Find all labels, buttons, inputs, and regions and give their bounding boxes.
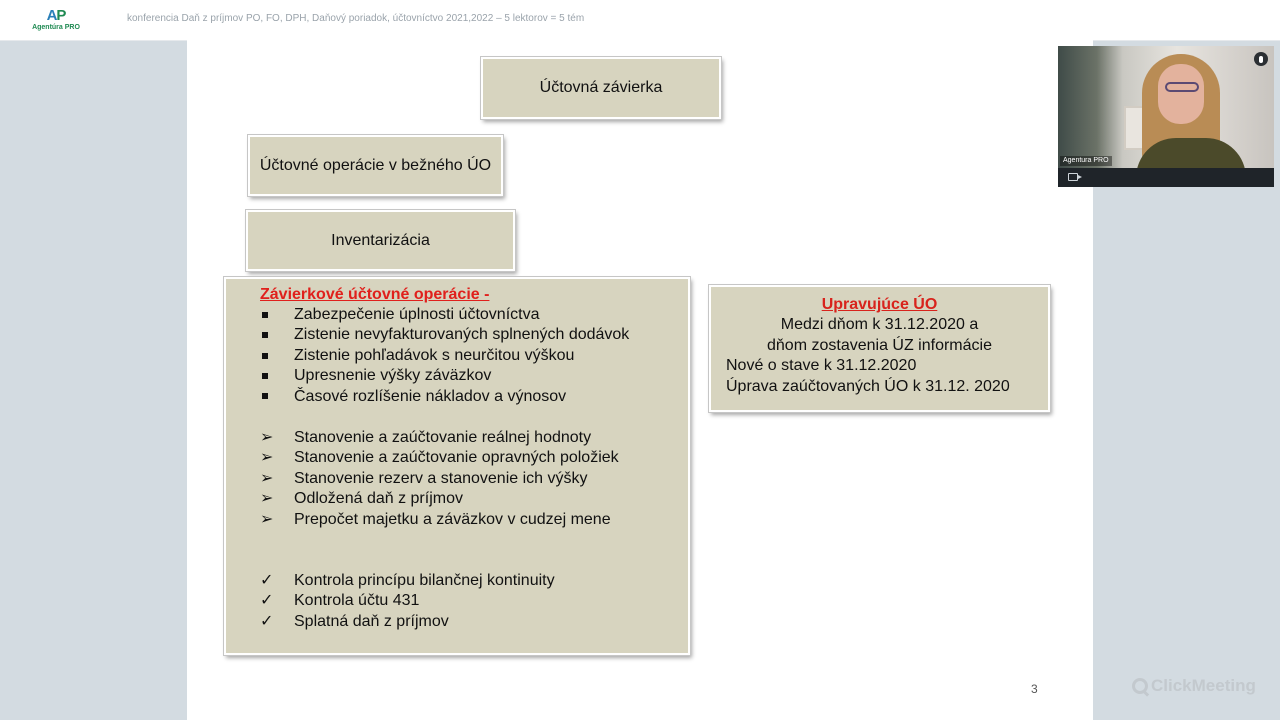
- list-item: [260, 346, 688, 366]
- adjusting-heading: Upravujúce ÚO: [821, 296, 938, 313]
- arrow-bullet-icon: ➢: [260, 449, 274, 467]
- check-icon: ✓: [260, 612, 274, 630]
- operations-label: Účtovné operácie v bežného ÚO: [259, 156, 492, 174]
- clickmeeting-logo-icon: [1132, 678, 1148, 694]
- closing-operations-box: [224, 277, 690, 655]
- list-item: [260, 366, 688, 386]
- list-item-text: Stanovenie rezerv a stanovenie ich výšky: [294, 469, 588, 487]
- video-controls-bar: [1058, 168, 1274, 187]
- list-item: [260, 469, 688, 489]
- camera-icon[interactable]: [1068, 173, 1078, 181]
- list-item: [260, 612, 688, 632]
- top-bar: [0, 0, 1280, 41]
- inventory-box: [246, 210, 515, 271]
- logo-mark-a: A: [46, 7, 57, 24]
- list-item: [260, 571, 688, 591]
- adjusting-line: Nové o stave k 31.12.2020: [726, 357, 917, 375]
- slide-title: Účtovná závierka: [539, 79, 663, 96]
- list-item-text: Zistenie pohľadávok s neurčitou výškou: [294, 346, 575, 364]
- list-item: [260, 305, 688, 325]
- list-item-text: Splatná daň z príjmov: [294, 612, 449, 630]
- participant-name: Agentura PRO: [1060, 156, 1112, 166]
- adjusting-line: dňom zostavenia ÚZ informácie: [767, 336, 992, 354]
- operations-box: [248, 135, 503, 196]
- square-bullet-icon: [262, 353, 268, 359]
- presenter-video: [1058, 46, 1274, 168]
- check-icon: ✓: [260, 571, 274, 589]
- adjusting-operations-box: [709, 285, 1050, 412]
- square-bullet-icon: [262, 312, 268, 318]
- arrow-bullet-icon: ➢: [260, 428, 274, 446]
- microphone-icon[interactable]: [1254, 52, 1268, 66]
- conference-title: konferencia Daň z príjmov PO, FO, DPH, Daňový poriadok, účtovníctvo 2021,2022 – 5 lektorov = 5 tém: [127, 13, 585, 24]
- presentation-slide: [187, 40, 1093, 720]
- list-item: [260, 510, 688, 530]
- logo-mark-p: P: [56, 7, 66, 24]
- check-bullet-list: [260, 571, 688, 632]
- presenter-video-tile[interactable]: [1058, 46, 1274, 187]
- square-bullet-icon: [262, 373, 268, 379]
- list-item-text: Stanovenie a zaúčtovanie opravných položiek: [294, 449, 619, 467]
- square-bullet-icon: [262, 332, 268, 338]
- list-item-text: Stanovenie a zaúčtovanie reálnej hodnoty: [294, 428, 592, 446]
- list-item-text: Zistenie nevyfakturovaných splnených dodávok: [294, 326, 630, 344]
- clickmeeting-watermark: [1132, 676, 1256, 696]
- inventory-label: Inventarizácia: [331, 231, 430, 249]
- slide-page-number: 3: [1031, 682, 1038, 696]
- list-item-text: Upresnenie výšky záväzkov: [294, 367, 492, 385]
- agentura-pro-logo: [30, 8, 82, 34]
- closing-operations-heading: Závierkové účtovné operácie -: [260, 286, 490, 303]
- watermark-text: ClickMeeting: [1151, 676, 1256, 695]
- check-icon: ✓: [260, 592, 274, 610]
- list-item: [260, 591, 688, 611]
- list-item-text: Kontrola princípu bilančnej kontinuity: [294, 571, 555, 589]
- list-item: [260, 325, 688, 345]
- list-item-text: Prepočet majetku a záväzkov v cudzej mene: [294, 510, 611, 528]
- adjusting-line: Úprava zaúčtovaných ÚO k 31.12. 2020: [726, 377, 1010, 395]
- list-item: [260, 387, 688, 407]
- logo-text: Agentúra PRO: [32, 24, 80, 31]
- list-item-text: Kontrola účtu 431: [294, 592, 420, 610]
- square-bullet-icon: [262, 393, 268, 399]
- list-item-text: Časové rozlíšenie nákladov a výnosov: [294, 387, 567, 405]
- square-bullet-list: [260, 305, 688, 407]
- list-item: [260, 489, 688, 509]
- arrow-bullet-icon: ➢: [260, 469, 274, 487]
- list-item-text: Odložená daň z príjmov: [294, 490, 463, 508]
- arrow-bullet-icon: ➢: [260, 510, 274, 528]
- arrow-bullet-icon: ➢: [260, 490, 274, 508]
- arrow-bullet-list: [260, 428, 688, 530]
- slide-title-box: [481, 57, 721, 119]
- list-item: [260, 448, 688, 468]
- list-item: [260, 428, 688, 448]
- list-item-text: Zabezpečenie úplnosti účtovníctva: [294, 306, 540, 323]
- adjusting-line: Medzi dňom k 31.12.2020 a: [780, 316, 979, 334]
